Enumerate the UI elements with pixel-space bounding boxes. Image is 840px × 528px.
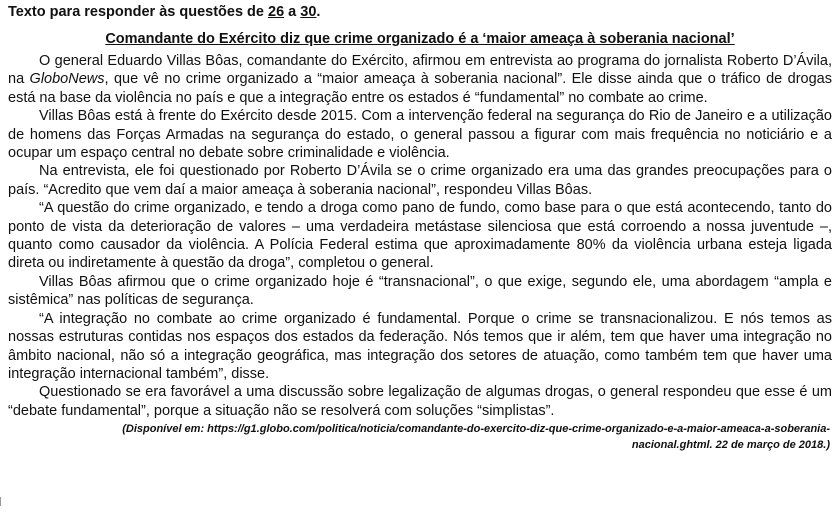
heading-middle: a: [284, 4, 301, 20]
article-body: [8, 52, 832, 420]
heading-suffix: .: [316, 4, 321, 20]
source-citation: [8, 421, 832, 453]
source-line-2: nacional.ghtml. 22 de março de 2018.): [631, 439, 830, 452]
heading-prefix: Texto para responder às questões de: [8, 4, 269, 20]
instructions-heading: [8, 3, 832, 22]
paragraph-1: [8, 52, 832, 107]
paragraph-3: Na entrevista, ele foi questionado por Roberto D’Ávila se o crime organizado era uma das grandes preocupações para o país. “Acredito que vem daí a maior ameaça à soberania nacional”, respondeu Villas Bôas.: [8, 163, 832, 198]
paragraph-1-end: , que vê no crime organizado a “maior ameaça à soberania nacional”. Ele disse ainda que o tráfico de drogas está na base da violência no país e que a integração entre os estados é “fundamental” no combate ao crime.: [8, 71, 832, 106]
paragraph-2: Villas Bôas está à frente do Exército desde 2015. Com a intervenção federal na segurança do Rio de Janeiro e a utilização de homens das Forças Armadas na segurança do estado, o general passou a figurar com mais frequência no noticiário e a ocupar um espaço central no debate sobre criminalidade e violência.: [8, 108, 832, 162]
paragraph-1-start: O general Eduardo Villas Bôas, comandante do Exército, afirmou em entrevista ao programa do jornalista Roberto D’Ávila, na: [8, 53, 832, 88]
question-end-number: 30: [300, 4, 317, 20]
paragraph-5: Villas Bôas afirmou que o crime organizado hoje é “transnacional”, o que exige, segundo ele, uma abordagem “ampla e sistêmica” nas políticas de segurança.: [8, 273, 832, 309]
paragraph-6: “A integração no combate ao crime organizado é fundamental. Porque o crime se transnacionalizou. E nós temos as nossas estruturas contidas nos espaços dos estados da federação. Nós temos que ir além, tem que haver uma integração no âmbito nacional, não só a integração geográfica, mas integração dos setores de atuação, como também tem que haver uma integração internacional também”, disse.: [8, 310, 832, 382]
paragraph-4: “A questão do crime organizado, e tendo a droga como pano de fundo, como base para o que está acontecendo, tanto do ponto de vista da deterioração de valores – uma verdadeira metástase silenciosa que está corroendo a nossa juventude –, quanto como causador da violência. A Polícia Federal estima que aproximadamente 80% da violência urbana esteja ligada direta ou indiretamente à questão da droga”, completou o general.: [8, 200, 832, 272]
question-start-number: 26: [268, 4, 285, 20]
source-line-1: (Disponível em: https://g1.globo.com/politica/noticia/comandante-do-exercito-diz-que-crime-organizado-e-a-maior-ameaca-a-soberania-: [122, 423, 830, 436]
margin-mark: [0, 497, 1, 506]
article-title: Comandante do Exército diz que crime organizado é a ‘maior ameaça à soberania nacional’: [105, 31, 735, 47]
paragraph-1-italic: GloboNews: [29, 71, 105, 88]
paragraph-7: Questionado se era favorável a uma discussão sobre legalização de algumas drogas, o general respondeu que esse é um “debate fundamental”, porque a situação não se resolverá com soluções “simplistas”.: [8, 384, 832, 419]
